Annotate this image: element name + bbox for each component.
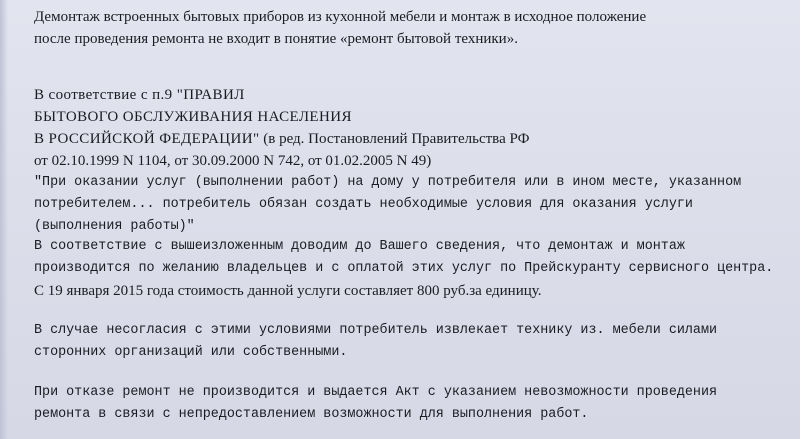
paragraph-refusal: [34, 382, 717, 426]
text-line: от 02.10.1999 N 1104, от 30.09.2000 N 742, от 01.02.2005 N 49): [34, 153, 432, 169]
text-line: после проведения ремонта не входит в понятие «ремонт бытовой техники».: [34, 31, 518, 47]
paragraph-dismantling-note: [34, 6, 646, 50]
text-line: В соответствие с вышеизложенным доводим до Вашего сведения, что демонтаж и монтаж: [34, 239, 685, 254]
text-line: сторонних организаций или собственными.: [34, 345, 348, 360]
quoted-text-line: (выполнения работы)": [34, 219, 195, 234]
paragraph-disagreement: [34, 320, 717, 364]
text-line: БЫТОВОГО ОБСЛУЖИВАНИЯ НАСЕЛЕНИЯ: [34, 109, 352, 125]
text-line: производится по желанию владельцев и с оплатой этих услуг по Прейскуранту сервисного центра.: [34, 261, 774, 276]
text-fragment: (в ред. Постановлений Правительства РФ: [259, 131, 530, 147]
text-fragment: В РОССИЙСКОЙ ФЕДЕРАЦИИ": [34, 131, 260, 147]
page-edge-shadow: [0, 0, 8, 439]
quoted-text-line: "При оказании услуг (выполнении работ) на дому у потребителя или в ином месте, указанном: [34, 175, 742, 190]
text-line: В соответствие с п.9 "ПРАВИЛ: [34, 87, 245, 103]
quoted-text-line: потребителем... потребитель обязан создать необходимые условия для оказания услуги: [34, 197, 693, 212]
text-line: Демонтаж встроенных бытовых приборов из кухонной мебели и монтаж в исходное положение: [34, 9, 647, 25]
text-line: ремонта в связи с непредоставлением возможности для выполнения работ.: [34, 407, 589, 422]
text-line: С 19 января 2015 года стоимость данной услуги составляет 800 руб.за единицу.: [34, 283, 542, 299]
paragraph-rules-citation: [34, 84, 741, 238]
text-line: [34, 128, 741, 150]
text-line: В случае несогласия с этими условиями потребитель извлекает технику из. мебели силами: [34, 323, 718, 338]
paragraph-service-conditions: [34, 236, 773, 302]
text-line: При отказе ремонт не производится и выдается Акт с указанием невозможности проведения: [34, 385, 718, 400]
